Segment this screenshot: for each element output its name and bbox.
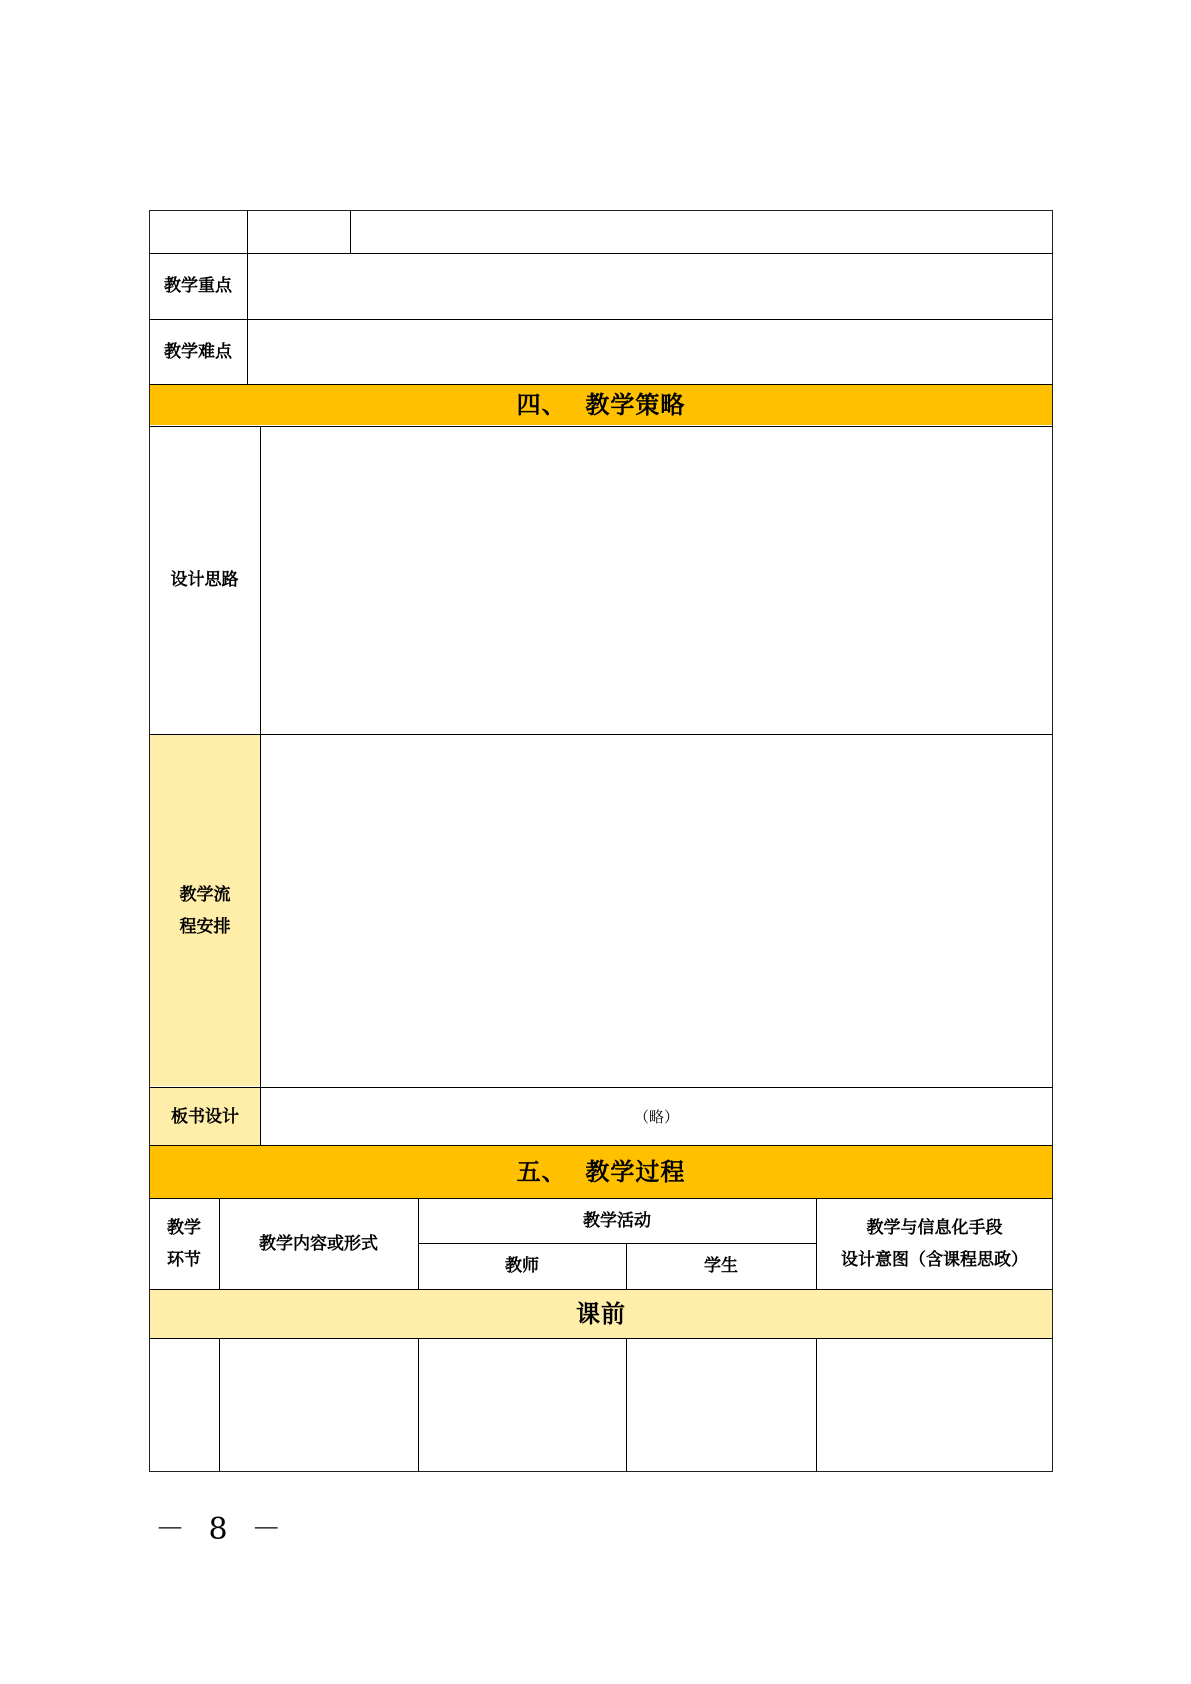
divider — [626, 1338, 627, 1472]
divider — [260, 1087, 261, 1145]
pre-class-header — [150, 1290, 1052, 1338]
teacher-header-text: 教师 — [505, 1256, 539, 1276]
stage-cell[interactable] — [150, 1339, 218, 1471]
board-field[interactable] — [262, 1088, 1051, 1145]
pre-class-title: 课前 — [576, 1300, 626, 1328]
design-label-text: 设计思路 — [170, 570, 239, 590]
divider — [260, 426, 261, 734]
difficulties-label — [149, 319, 247, 384]
divider — [149, 734, 1053, 735]
teacher-cell[interactable] — [419, 1339, 625, 1471]
divider — [816, 1338, 817, 1472]
footer-dash-left: － — [155, 1512, 185, 1547]
activity-header — [418, 1198, 816, 1243]
section-4-title: 四、 教学策略 — [516, 391, 686, 419]
divider — [247, 319, 248, 384]
content-header-text: 教学内容或形式 — [259, 1233, 378, 1254]
page-number: 8 — [208, 1512, 228, 1547]
means-header-line1: 教学与信息化手段 — [866, 1217, 1003, 1238]
flow-field[interactable] — [262, 736, 1051, 1085]
difficulties-label-text: 教学难点 — [164, 341, 232, 362]
stage-header-line2: 环节 — [167, 1249, 201, 1270]
divider — [418, 1338, 419, 1472]
student-cell[interactable] — [627, 1339, 815, 1471]
board-label-text: 板书设计 — [171, 1106, 239, 1127]
student-header-text: 学生 — [704, 1256, 738, 1276]
section-5-title: 五、 教学过程 — [516, 1158, 686, 1186]
content-cell[interactable] — [220, 1339, 417, 1471]
board-value: （略） — [633, 1107, 679, 1126]
flow-label — [150, 735, 260, 1086]
page-number-footer — [155, 1504, 281, 1548]
content-header — [219, 1198, 418, 1289]
key-points-label — [149, 253, 247, 319]
board-label — [150, 1088, 260, 1145]
design-field[interactable] — [262, 428, 1051, 732]
activity-header-text: 教学活动 — [583, 1210, 651, 1231]
section-5-header — [150, 1146, 1052, 1198]
divider — [247, 253, 248, 319]
divider — [219, 1338, 220, 1472]
means-header — [816, 1198, 1053, 1289]
means-header-line2: 设计意图（含课程思政） — [841, 1249, 1028, 1270]
design-label — [149, 426, 260, 734]
key-points-label-text: 教学重点 — [164, 276, 232, 296]
divider — [149, 253, 1053, 254]
divider — [350, 210, 351, 253]
difficulties-field[interactable] — [249, 321, 1051, 382]
key-points-field[interactable] — [249, 255, 1051, 317]
teacher-header — [418, 1243, 626, 1289]
stage-header-line1: 教学 — [167, 1217, 201, 1238]
stage-header — [149, 1198, 219, 1289]
section-4-header — [150, 385, 1052, 425]
divider — [149, 426, 1053, 427]
divider — [247, 210, 248, 253]
divider — [149, 319, 1053, 320]
means-cell[interactable] — [817, 1339, 1052, 1471]
flow-label-line2: 程安排 — [179, 916, 231, 937]
student-header — [626, 1243, 816, 1289]
footer-dash-right: － — [251, 1512, 282, 1547]
flow-label-line1: 教学流 — [179, 884, 231, 905]
divider — [260, 734, 261, 1087]
